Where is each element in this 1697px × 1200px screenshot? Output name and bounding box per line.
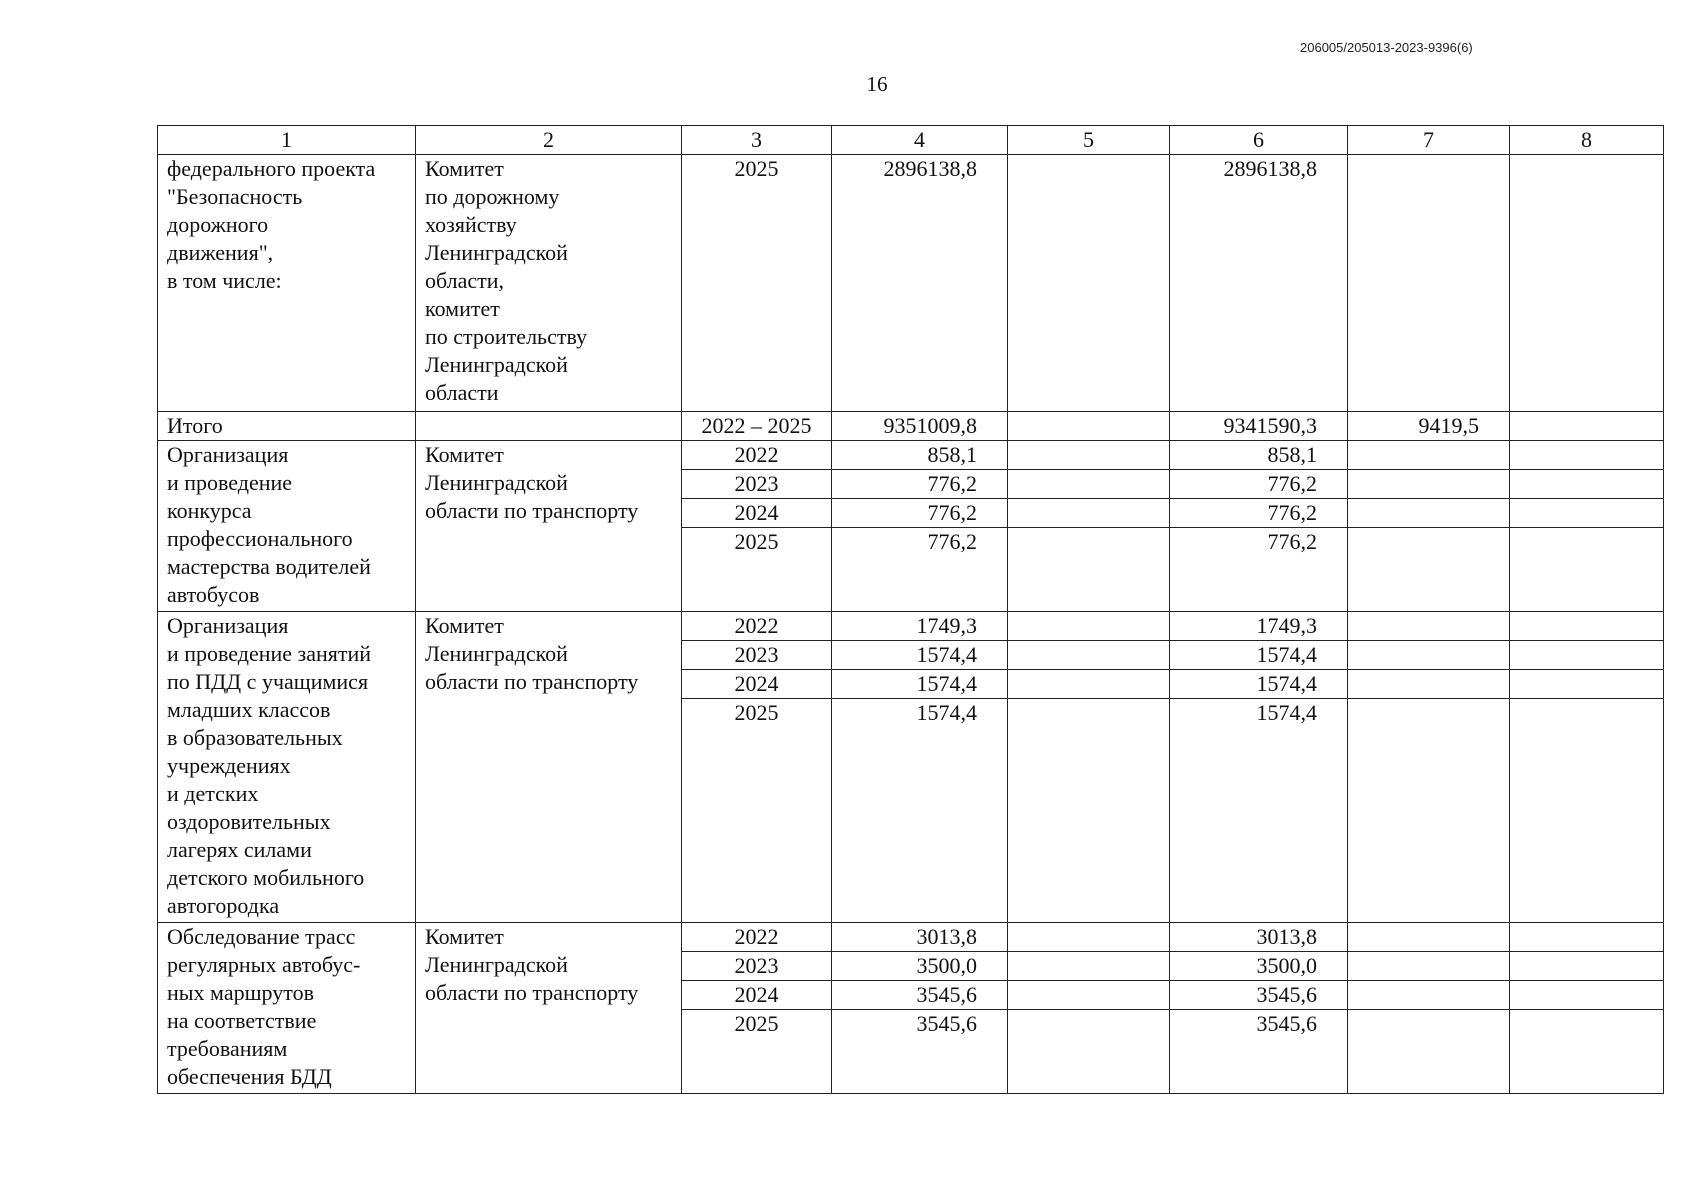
total-cell: 3013,8 <box>832 923 1008 952</box>
amount-cell-8 <box>1510 981 1664 1010</box>
amount-cell-6: 3013,8 <box>1170 923 1348 952</box>
year-cell: 2022 <box>682 923 832 952</box>
year-cell: 2024 <box>682 499 832 528</box>
amount-cell-7 <box>1348 612 1510 641</box>
table-row <box>158 923 1664 952</box>
year-cell: 2023 <box>682 952 832 981</box>
document-id: 206005/205013-2023-9396(6) <box>1300 40 1473 55</box>
amount-cell-6: 2896138,8 <box>1170 155 1348 412</box>
amount-cell-6: 1574,4 <box>1170 641 1348 670</box>
amount-cell-5 <box>1008 528 1170 612</box>
amount-cell-8 <box>1510 155 1664 412</box>
amount-cell-6: 776,2 <box>1170 499 1348 528</box>
amount-cell-8 <box>1510 499 1664 528</box>
column-header: 5 <box>1008 126 1170 155</box>
amount-cell-5 <box>1008 155 1170 412</box>
total-cell: 3500,0 <box>832 952 1008 981</box>
total-cell: 1574,4 <box>832 670 1008 699</box>
budget-table <box>157 125 1664 1094</box>
year-cell: 2024 <box>682 670 832 699</box>
amount-cell-8 <box>1510 441 1664 470</box>
year-cell: 2022 <box>682 612 832 641</box>
amount-cell-8 <box>1510 670 1664 699</box>
amount-cell-7 <box>1348 1010 1510 1094</box>
amount-cell-7 <box>1348 499 1510 528</box>
amount-cell-5 <box>1008 981 1170 1010</box>
total-cell: 9351009,8 <box>832 412 1008 441</box>
amount-cell-7 <box>1348 952 1510 981</box>
measure-name: Организация и проведение занятий по ПДД с учащимися младших классов в образовательных учреждениях и детских оздоровительных лагерях силами детского мобильного автогородка <box>158 612 416 923</box>
table-row <box>158 441 1664 470</box>
year-cell: 2022 <box>682 441 832 470</box>
amount-cell-5 <box>1008 699 1170 923</box>
measure-name: Организация и проведение конкурса профессионального мастерства водителей автобусов <box>158 441 416 612</box>
amount-cell-6: 9341590,3 <box>1170 412 1348 441</box>
amount-cell-6: 776,2 <box>1170 470 1348 499</box>
table-row-federal-project <box>158 155 1664 412</box>
executor-name: Комитет Ленинградской области по транспорту <box>416 441 682 612</box>
page-number: 16 <box>866 72 888 96</box>
year-cell: 2025 <box>682 1010 832 1094</box>
total-cell: 1574,4 <box>832 641 1008 670</box>
amount-cell-7 <box>1348 155 1510 412</box>
column-header: 7 <box>1348 126 1510 155</box>
measure-name: Итого <box>158 412 416 441</box>
year-cell: 2025 <box>682 699 832 923</box>
amount-cell-8 <box>1510 699 1664 923</box>
column-header: 4 <box>832 126 1008 155</box>
column-header: 2 <box>416 126 682 155</box>
amount-cell-7 <box>1348 528 1510 612</box>
amount-cell-6: 1749,3 <box>1170 612 1348 641</box>
amount-cell-7 <box>1348 670 1510 699</box>
amount-cell-8 <box>1510 641 1664 670</box>
column-header: 1 <box>158 126 416 155</box>
amount-cell-5 <box>1008 923 1170 952</box>
amount-cell-8 <box>1510 952 1664 981</box>
amount-cell-6: 3545,6 <box>1170 1010 1348 1094</box>
amount-cell-8 <box>1510 412 1664 441</box>
amount-cell-7 <box>1348 441 1510 470</box>
amount-cell-5 <box>1008 441 1170 470</box>
total-cell: 3545,6 <box>832 981 1008 1010</box>
amount-cell-8 <box>1510 923 1664 952</box>
amount-cell-5 <box>1008 952 1170 981</box>
amount-cell-8 <box>1510 528 1664 612</box>
executor-name: Комитет Ленинградской области по транспорту <box>416 923 682 1094</box>
column-number-header <box>158 126 1664 155</box>
amount-cell-5 <box>1008 641 1170 670</box>
amount-cell-7 <box>1348 981 1510 1010</box>
total-cell: 1574,4 <box>832 699 1008 923</box>
total-cell: 776,2 <box>832 499 1008 528</box>
amount-cell-7 <box>1348 699 1510 923</box>
amount-cell-5 <box>1008 612 1170 641</box>
column-header: 3 <box>682 126 832 155</box>
year-cell: 2023 <box>682 641 832 670</box>
amount-cell-8 <box>1510 470 1664 499</box>
amount-cell-7 <box>1348 470 1510 499</box>
year-cell: 2023 <box>682 470 832 499</box>
year-cell: 2025 <box>682 528 832 612</box>
year-cell: 2025 <box>682 155 832 412</box>
amount-cell-8 <box>1510 1010 1664 1094</box>
amount-cell-5 <box>1008 1010 1170 1094</box>
executor-name: Комитет по дорожному хозяйству Ленинградской области, комитет по строительству Ленинградской области <box>416 155 682 412</box>
total-cell: 776,2 <box>832 528 1008 612</box>
table-row <box>158 612 1664 641</box>
amount-cell-7: 9419,5 <box>1348 412 1510 441</box>
executor-name: Комитет Ленинградской области по транспорту <box>416 612 682 923</box>
measure-name: федерального проекта "Безопасность дорожного движения", в том числе: <box>158 155 416 412</box>
total-cell: 858,1 <box>832 441 1008 470</box>
total-cell: 2896138,8 <box>832 155 1008 412</box>
amount-cell-7 <box>1348 641 1510 670</box>
amount-cell-7 <box>1348 923 1510 952</box>
amount-cell-5 <box>1008 499 1170 528</box>
amount-cell-6: 1574,4 <box>1170 699 1348 923</box>
amount-cell-6: 3545,6 <box>1170 981 1348 1010</box>
column-header: 6 <box>1170 126 1348 155</box>
amount-cell-6: 858,1 <box>1170 441 1348 470</box>
measure-name: Обследование трасс регулярных автобус- ных маршрутов на соответствие требованиям обеспечения БДД <box>158 923 416 1094</box>
year-cell: 2022 – 2025 <box>682 412 832 441</box>
table-row-total <box>158 412 1664 441</box>
amount-cell-5 <box>1008 412 1170 441</box>
amount-cell-6: 1574,4 <box>1170 670 1348 699</box>
executor-name <box>416 412 682 441</box>
amount-cell-6: 3500,0 <box>1170 952 1348 981</box>
amount-cell-5 <box>1008 470 1170 499</box>
total-cell: 3545,6 <box>832 1010 1008 1094</box>
amount-cell-8 <box>1510 612 1664 641</box>
amount-cell-6: 776,2 <box>1170 528 1348 612</box>
total-cell: 776,2 <box>832 470 1008 499</box>
total-cell: 1749,3 <box>832 612 1008 641</box>
amount-cell-5 <box>1008 670 1170 699</box>
column-header: 8 <box>1510 126 1664 155</box>
year-cell: 2024 <box>682 981 832 1010</box>
